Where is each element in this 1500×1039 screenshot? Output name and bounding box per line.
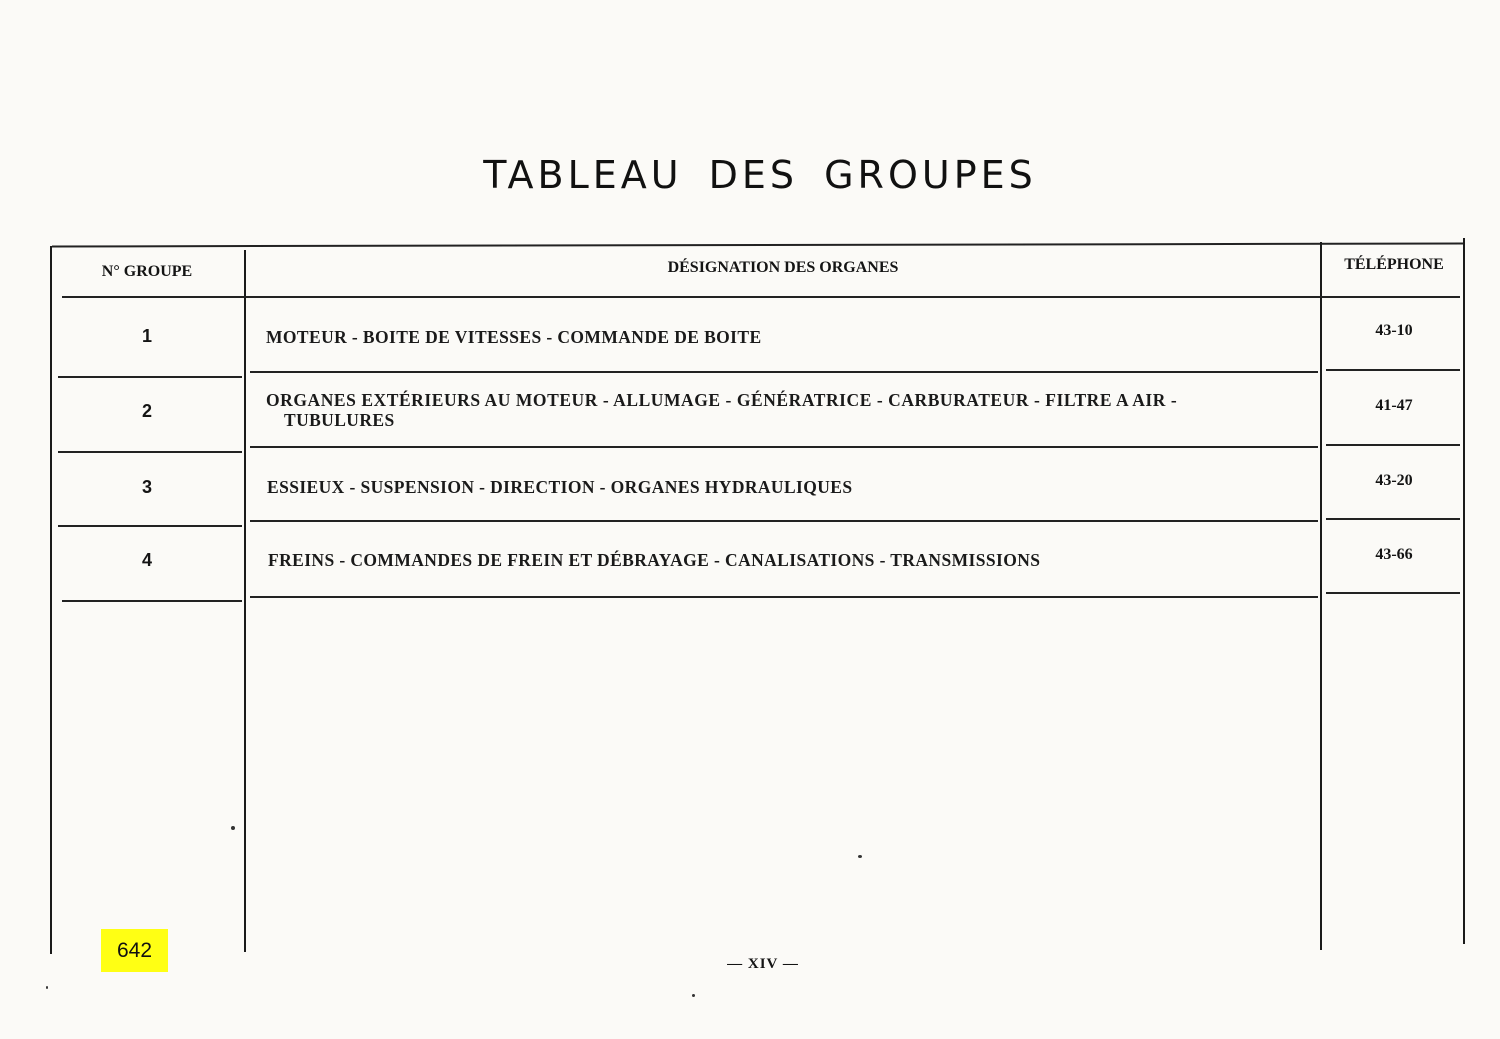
row-designation: FREINS - COMMANDES DE FREIN ET DÉBRAYAGE - CANALISATIONS - TRANSMISSIONS	[268, 550, 1041, 570]
row-rule	[58, 376, 242, 378]
ink-speck	[858, 855, 862, 858]
page-title: TABLEAU DES GROUPES	[483, 153, 1037, 198]
page-number-badge: 642	[101, 929, 168, 972]
row-rule	[62, 600, 242, 602]
row-rule	[58, 451, 242, 453]
row-groupe-number: 4	[141, 550, 152, 570]
row-groupe-number: 1	[141, 326, 152, 346]
row-groupe-number: 3	[141, 477, 152, 497]
row-rule	[250, 520, 1318, 522]
row-groupe-number: 2	[141, 401, 152, 421]
row-designation-continued: TUBULURES	[284, 410, 395, 430]
row-telephone: 43-10	[1375, 322, 1413, 339]
row-rule	[1326, 592, 1460, 594]
ink-speck	[692, 994, 695, 997]
ink-speck	[46, 986, 48, 989]
row-rule	[250, 596, 1318, 598]
row-rule	[250, 371, 1318, 373]
row-rule	[1326, 518, 1460, 520]
ink-speck	[231, 826, 235, 830]
row-rule	[1326, 444, 1460, 446]
table-right-border	[1463, 238, 1465, 944]
row-rule	[1326, 369, 1460, 371]
row-designation: ORGANES EXTÉRIEURS AU MOTEUR - ALLUMAGE - GÉNÉRATRICE - CARBURATEUR - FILTRE A AIR -	[266, 390, 1178, 410]
row-telephone: 43-66	[1375, 546, 1413, 563]
row-telephone: 41-47	[1375, 397, 1413, 414]
header-rule	[62, 296, 1460, 298]
column-divider-1	[244, 250, 246, 952]
groups-table	[50, 240, 1466, 952]
header-groupe: N° GROUPE	[101, 263, 193, 280]
header-designation: DÉSIGNATION DES ORGANES	[667, 259, 899, 276]
header-telephone: TÉLÉPHONE	[1344, 256, 1444, 273]
row-telephone: 43-20	[1375, 472, 1413, 489]
row-rule	[250, 446, 1318, 448]
column-divider-2	[1320, 242, 1322, 950]
page-folio: — XIV —	[727, 956, 799, 972]
row-rule	[58, 525, 242, 527]
row-designation: ESSIEUX - SUSPENSION - DIRECTION - ORGANES HYDRAULIQUES	[267, 477, 853, 497]
table-left-border	[50, 246, 52, 954]
table-top-border	[52, 243, 1464, 248]
row-designation: MOTEUR - BOITE DE VITESSES - COMMANDE DE BOITE	[266, 327, 762, 347]
